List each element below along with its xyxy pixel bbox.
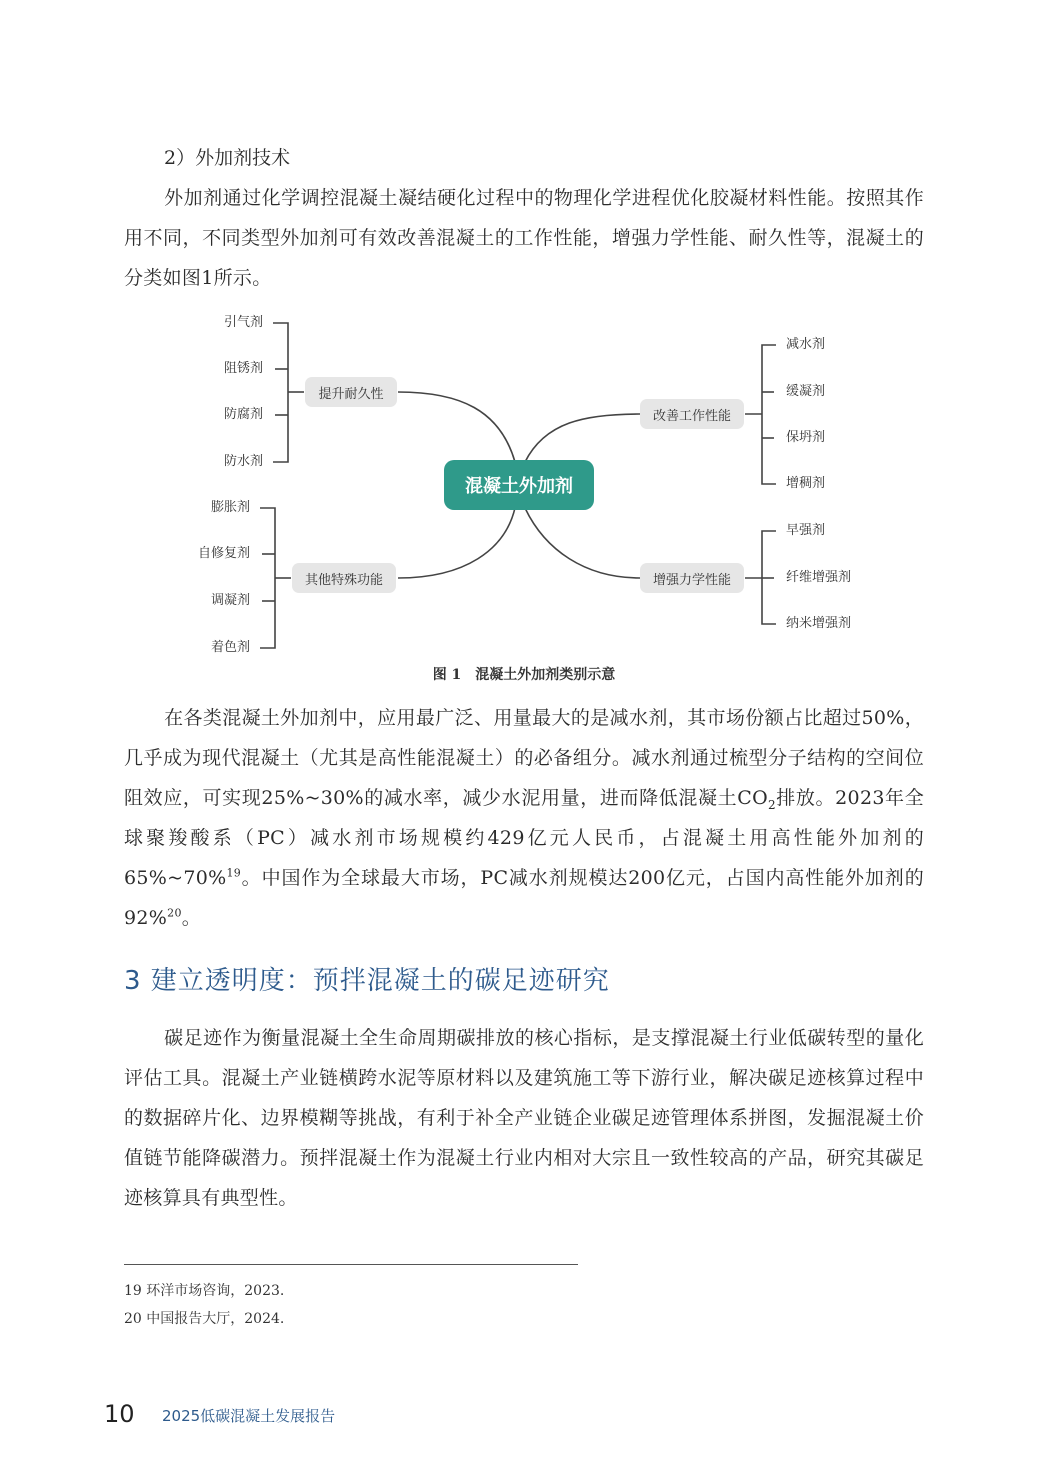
section-title: 3 建立透明度：预拌混凝土的碳足迹研究 (124, 966, 610, 996)
leaf-mechanical: 纳米增强剂 (786, 616, 852, 631)
footnote-ref-19[interactable]: 19 (226, 866, 242, 880)
leaf-special: 自修复剂 (197, 546, 250, 561)
p2-text-1: 在各类混凝土外加剂中，应用最广泛、用量最大的是减水剂，其市场份额占比超过50%，几乎成为现代混凝土（尤其是高性能混凝土）的必备组分。减水剂通过梳型分子结构的空间位阻效应，可实现25%~30%的减水率，减少水泥用量，进而降低混凝土CO (124, 707, 924, 809)
category-durability: 提升耐久性 (305, 377, 397, 407)
connector-workability (525, 414, 640, 462)
leaf-durability: 防水剂 (223, 454, 263, 469)
category-workability: 改善工作性能 (640, 399, 744, 429)
connector-mechanical (525, 508, 640, 578)
page-number: 10 (104, 1400, 135, 1428)
connector-durability (398, 392, 515, 462)
leaf-mechanical: 早强剂 (786, 523, 826, 538)
admixture-mindmap (0, 300, 1048, 660)
leaf-workability: 缓凝剂 (786, 384, 826, 399)
center-node: 混凝土外加剂 (444, 460, 594, 510)
footnote-ref-20[interactable]: 20 (167, 906, 182, 920)
paragraph-intro (124, 178, 924, 298)
paragraph-water-reducer (124, 698, 924, 938)
paragraph-carbon-footprint (124, 1018, 924, 1218)
subheading: 2）外加剂技术 (164, 147, 291, 169)
leaf-workability: 增稠剂 (786, 476, 826, 491)
p2-text-4: 。 (181, 907, 202, 929)
leaf-workability: 减水剂 (786, 337, 826, 352)
leaf-mechanical: 纤维增强剂 (786, 570, 852, 585)
connector-special (398, 508, 515, 578)
figure-caption: 图 1 混凝土外加剂类别示意 (432, 667, 616, 683)
footnote-19: 19 环洋市场咨询，2023. (124, 1283, 285, 1299)
leaf-durability: 引气剂 (223, 315, 263, 330)
report-title: 2025低碳混凝土发展报告 (162, 1407, 336, 1425)
paragraph-carbon-footprint-text: 碳足迹作为衡量混凝土全生命周期碳排放的核心指标，是支撑混凝土行业低碳转型的量化评估工具。混凝土产业链横跨水泥等原材料以及建筑施工等下游行业，解决碳足迹核算过程中的数据碎片化、边界模糊等挑战，有利于补全产业链企业碳足迹管理体系拼图，发掘混凝土价值链节能降碳潜力。预拌混凝土作为混凝土行业内相对大宗且一致性较高的产品，研究其碳足迹核算具有典型性。 (124, 1027, 924, 1209)
category-special: 其他特殊功能 (292, 563, 396, 593)
leaf-special: 调凝剂 (210, 593, 250, 608)
leaf-durability: 防腐剂 (223, 407, 263, 422)
leaf-workability: 保坍剂 (786, 430, 826, 445)
leaf-special: 着色剂 (210, 640, 250, 655)
footnote-divider (124, 1264, 578, 1265)
p2-text-2: 排放。2023年全球聚羧酸系（PC）减水剂市场规模约429亿元人民币，占混凝土用高性能外加剂的65%~70% (124, 787, 924, 889)
paragraph-intro-text: 外加剂通过化学调控混凝土凝结硬化过程中的物理化学进程优化胶凝材料性能。按照其作用不同，不同类型外加剂可有效改善混凝土的工作性能，增强力学性能、耐久性等，混凝土的分类如图1所示。 (124, 187, 924, 289)
p2-text-3: 。中国作为全球最大市场，PC减水剂规模达200亿元，占国内高性能外加剂的92% (124, 867, 924, 929)
co2-subscript: 2 (768, 797, 776, 812)
leaf-durability: 阻锈剂 (223, 361, 263, 376)
leaf-special: 膨胀剂 (210, 500, 250, 515)
category-mechanical: 增强力学性能 (640, 563, 744, 593)
footnote-20: 20 中国报告大厅，2024. (124, 1311, 285, 1327)
